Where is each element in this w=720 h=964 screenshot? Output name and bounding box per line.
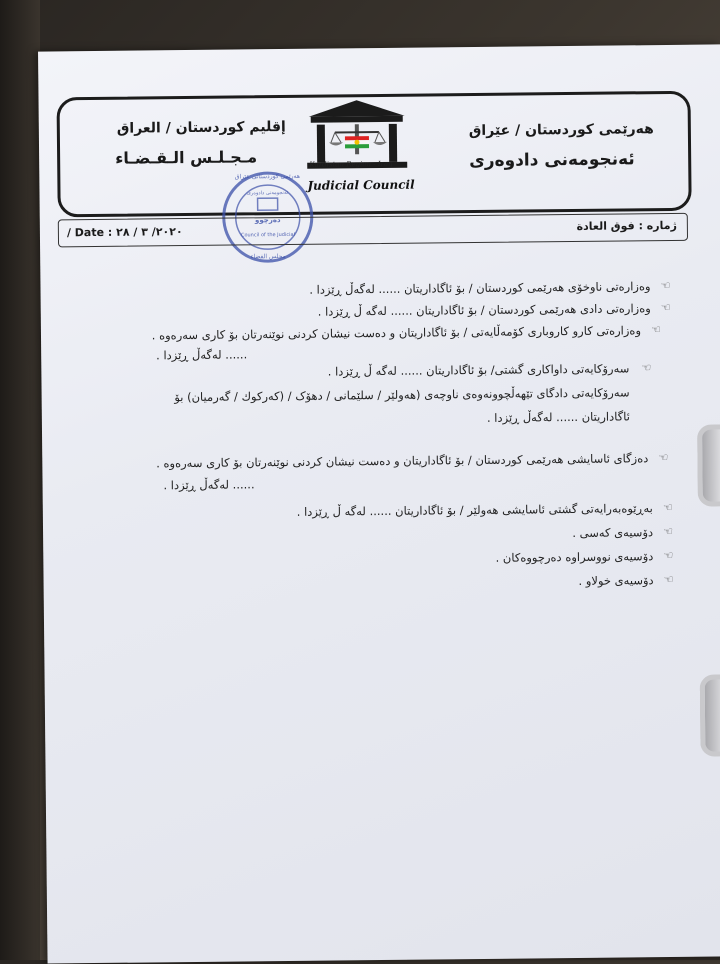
list-item: سەرۆکایەتی داواکاری گشتی/ بۆ ئاگاداریتان ...... لەگە ڵ ڕێزدا . xyxy=(328,361,630,378)
logo-subtitle: Kurdistan Region - Iraq xyxy=(309,160,392,169)
document-number: ژمارە : فوق العادة xyxy=(576,219,676,233)
pointing-hand-icon: ☜ xyxy=(663,501,673,514)
pointing-hand-icon: ☜ xyxy=(661,301,671,314)
list-item: سەرۆکایەتی دادگای تێهەڵچوونەوەی ناوچەی (هەولێر / سلێمانی / دهۆک / (کەرکوك / گەرمیان) بۆ xyxy=(174,385,629,404)
binder-ring-top xyxy=(697,424,720,506)
stamp-english-text: Council of the Judicial xyxy=(241,232,295,239)
list-item-continuation: ...... لەگەڵ ڕێزدا . xyxy=(156,347,247,362)
stamp-outer-text: هەرێمی کوردستانی عێراق xyxy=(235,173,300,181)
document-page xyxy=(38,44,720,963)
stamp-inner-text: ئەنجومەنی دادوەری xyxy=(247,190,289,196)
reference-row xyxy=(58,213,688,248)
list-item-continuation: ...... لەگەڵ ڕێزدا . xyxy=(163,477,254,492)
stamp-bottom-text: مجلس القضاء xyxy=(251,253,286,260)
pointing-hand-icon: ☜ xyxy=(664,573,674,586)
list-item: دەزگای ئاسایشی هەرێمی کوردستان / بۆ ئاگاداریتان و دەست نیشان کردنی نوێنەرتان بۆ کاری سەرەوە . xyxy=(156,451,648,470)
arabic-region-title: إقليم كوردستان / العراق xyxy=(117,119,286,137)
kurdish-council-title: ئەنجومەنی دادوەری xyxy=(469,149,635,171)
list-item: دۆسیەی خولاو . xyxy=(578,573,653,588)
list-item: وەزارەتی ناوخۆی هەرێمی کوردستان / بۆ ئاگاداریتان ...... لەگەڵ ڕێزدا . xyxy=(309,279,650,297)
pointing-hand-icon: ☜ xyxy=(658,451,668,464)
pointing-hand-icon: ☜ xyxy=(641,361,651,374)
pointing-hand-icon: ☜ xyxy=(663,525,673,538)
list-item-continuation: ئاگاداریتان ...... لەگەڵ ڕێزدا . xyxy=(487,409,630,424)
document-date: / Date : ٢٠٢٠/ ٣ / ٢٨ xyxy=(67,225,183,239)
binder-ring-bottom xyxy=(700,674,720,756)
table-background xyxy=(0,0,40,960)
stamp-middle-text: دەرچوو xyxy=(254,216,281,224)
list-item: وەزارەتی دادی هەرێمی کوردستان / بۆ ئاگاداریتان ...... لەگە ڵ ڕێزدا . xyxy=(318,301,651,318)
logo-english-name: Judicial Council xyxy=(307,178,414,193)
pointing-hand-icon: ☜ xyxy=(651,323,661,336)
kurdish-region-title: هەرێمی کوردستان / عێراق xyxy=(469,121,654,139)
list-item: بەڕێوەبەرایەتی گشتی ئاسایشی هەولێر / بۆ ئاگاداریتان ...... لەگە ڵ ڕێزدا . xyxy=(297,501,653,519)
arabic-council-title: مـجـلـس الـقـضـاء xyxy=(115,147,257,167)
list-item: دۆسیەی نووسراوە دەرچووەکان . xyxy=(495,549,653,565)
list-item: دۆسیەی کەسی . xyxy=(572,525,653,540)
pointing-hand-icon: ☜ xyxy=(663,549,673,562)
pointing-hand-icon: ☜ xyxy=(661,279,671,292)
list-item: وەزارەتی کارو کاروباری کۆمەڵایەتی / بۆ ئاگاداریتان و دەست نیشان کردنی نوێنەرتان بۆ کاری سەرەوە . xyxy=(152,323,641,342)
